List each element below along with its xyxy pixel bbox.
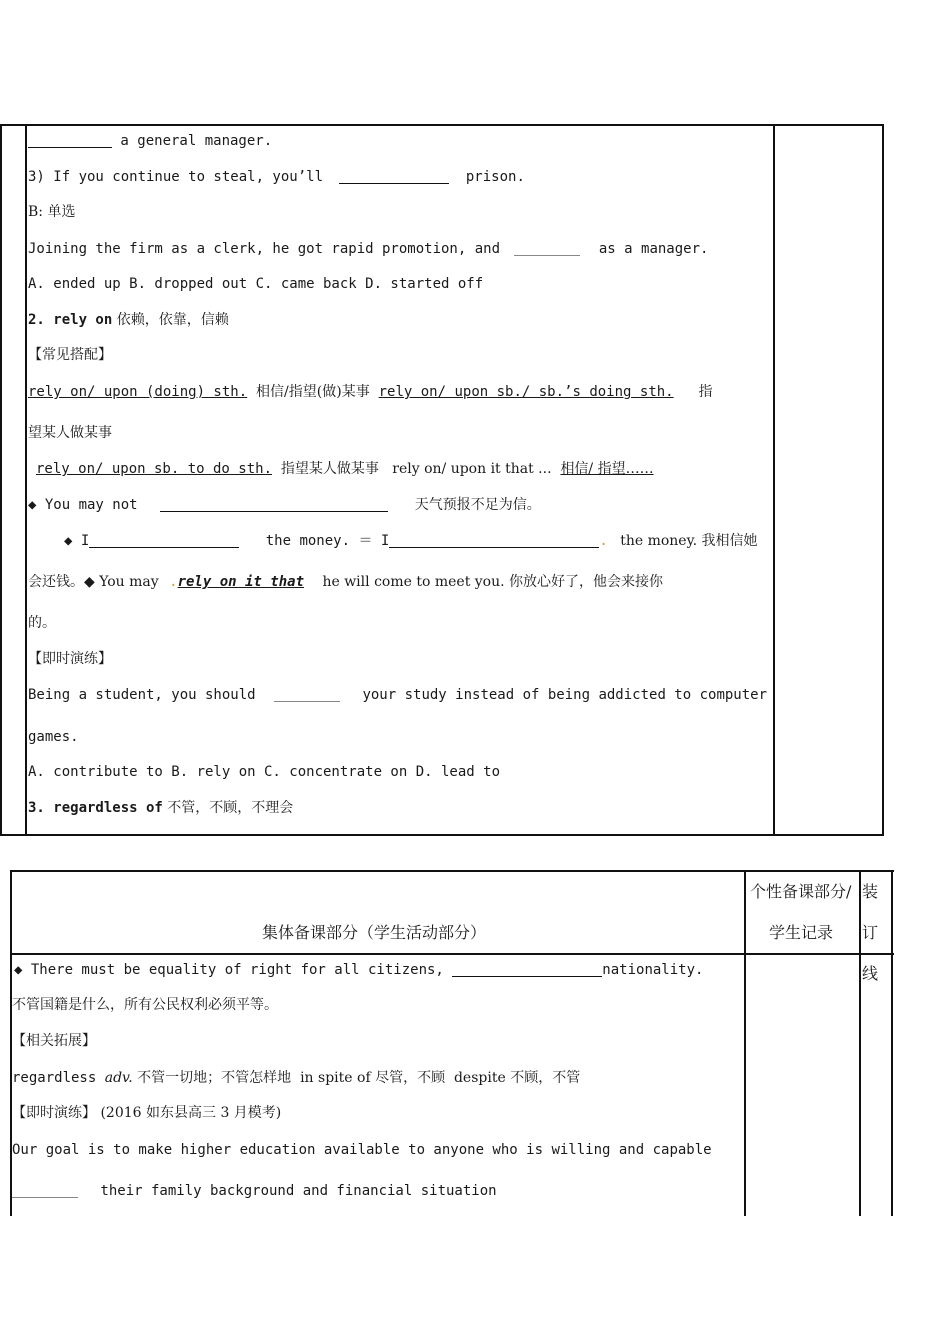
- personal-prep-header-line1: 个性备课部分/: [750, 882, 852, 901]
- personal-prep-header-line2: 学生记录: [769, 923, 834, 942]
- section-b-single-choice: B: 单选: [28, 204, 76, 220]
- bottom-table-top-border: [10, 870, 894, 872]
- example-weather: ◆ You may not 天气预报不足为信。: [28, 497, 541, 513]
- collocation-line-1-cont: 望某人做某事: [28, 425, 112, 441]
- answer-blank[interactable]: [452, 962, 602, 977]
- answer-blank[interactable]: [389, 533, 599, 548]
- options-joining-firm: A. ended up B. dropped out C. came back D. started off: [28, 276, 484, 292]
- binding-line-char-3: 线: [862, 964, 879, 983]
- collective-prep-header: 集体备课部分（学生活动部分）: [262, 923, 487, 942]
- answer-blank[interactable]: [339, 169, 449, 184]
- binding-line-char-1: 装: [862, 882, 879, 901]
- question-goal-cont: their family background and financial situation: [12, 1181, 497, 1201]
- line-general-manager: a general manager.: [28, 131, 272, 151]
- answer-blank[interactable]: [12, 1183, 78, 1198]
- collocation-line-2: rely on/ upon sb. to do sth. 指望某人做某事 rely on/ upon it that ... 相信/ 指望……: [36, 461, 654, 477]
- answer-blank[interactable]: [514, 241, 580, 256]
- related-extension-line: regardless adv. 不管一切地；不管怎样地 in spite of 尽管，不顾 despite 不顾，不管: [12, 1070, 581, 1086]
- binding-line-char-2: 订: [862, 923, 879, 942]
- question-joining-firm: Joining the firm as a clerk, he got rapid promotion, and as a manager.: [28, 241, 709, 257]
- heading-regardless-of: 3. regardless of 不管，不顾，不理会: [28, 800, 294, 816]
- options-student: A. contribute to B. rely on C. concentrate on D. lead to: [28, 764, 501, 780]
- related-extension-label: 【相关拓展】: [12, 1033, 96, 1049]
- heading-rely-on: 2. rely on 依赖，依靠，信赖: [28, 312, 229, 328]
- example-equality-translation: 不管国籍是什么，所有公民权利必须平等。: [12, 997, 278, 1013]
- question-student-cont: games.: [28, 729, 79, 745]
- answer-blank[interactable]: [160, 497, 388, 512]
- collocation-line-1: rely on/ upon (doing) sth. 相信/指望(做)某事 rely on/ upon sb./ sb.’s doing sth. 指: [28, 384, 713, 400]
- top-table: [0, 124, 884, 836]
- answer-blank[interactable]: [89, 533, 239, 548]
- example-rely-on-it: 会还钱。◆ You may .rely on it that he will come to meet you. 你放心好了，他会来接你: [28, 574, 664, 590]
- bottom-table-col-divider-1: [744, 870, 746, 1216]
- question-student: Being a student, you should your study instead of being addicted to computer: [28, 687, 768, 703]
- example-equality: ◆ There must be equality of right for all citizens, nationality.: [14, 962, 704, 978]
- question-goal: Our goal is to make higher education available to anyone who is willing and capable: [12, 1142, 712, 1158]
- line-steal-prison: 3) If you continue to steal, you’ll prison.: [28, 169, 525, 185]
- top-table-left-divider: [25, 124, 27, 836]
- answer-blank[interactable]: [274, 687, 340, 702]
- bottom-table-right-border: [891, 870, 893, 1216]
- practice-label: 【即时演练】: [28, 651, 112, 667]
- top-table-right-divider: [773, 124, 775, 836]
- example-rely-on-it-cont: 的。: [28, 615, 56, 631]
- answer-blank[interactable]: [28, 133, 112, 148]
- practice-label-2016: 【即时演练】 (2016 如东县高三 3 月模考): [12, 1105, 282, 1121]
- common-collocations-label: 【常见搭配】: [28, 347, 112, 363]
- example-money: ◆ I the money. ＝ I . the money. 我相信她: [64, 533, 758, 549]
- bottom-table-header-divider: [10, 953, 894, 955]
- bottom-table-col-divider-2: [859, 870, 861, 1216]
